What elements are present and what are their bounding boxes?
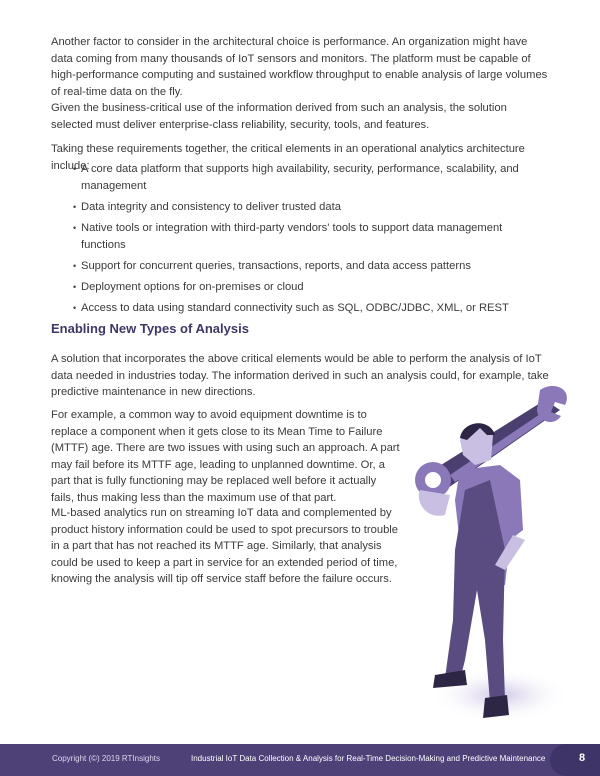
right-boot xyxy=(483,695,509,718)
paragraph-performance: Another factor to consider in the architectural choice is performance. An organization might have data coming from many thousands of IoT sensors and monitors. The platform must be capable of high-performance computing and sustained workflow throughput to enable analysis of large volumes of real-time data on the fly. xyxy=(51,36,548,98)
page-number-badge xyxy=(550,744,600,776)
section-heading: Enabling New Types of Analysis xyxy=(51,321,249,336)
paragraph-requirements: Taking these requirements together, the critical elements in an operational analytics architecture include: xyxy=(51,143,525,172)
list-item: • Native tools or integration with third-party vendors' tools to support data management functions xyxy=(73,220,543,253)
mechanic-with-wrench-illustration xyxy=(405,380,575,725)
paragraph-mttf-example: For example, a common way to avoid equipment downtime is to replace a component when it gets close to its Mean Time to Failure (MTTF) age. There are two issues with using such an approach. A part may fail before its MTTF age, leading to unplanned downtime. Or, a part that is fully functioning may be replaced well before it actually fails, thus making less than the maximum use of that part. xyxy=(51,409,400,504)
critical-elements-list xyxy=(73,161,543,322)
list-item: • A core data platform that supports high availability, security, performance, scalability, and management xyxy=(73,161,543,194)
list-item: • Data integrity and consistency to deliver trusted data xyxy=(73,199,543,216)
left-boot xyxy=(433,670,467,688)
page-number: 8 xyxy=(579,752,586,764)
paragraph-solution: A solution that incorporates the above critical elements would be able to perform the analysis of IoT data needed in industries today. The information derived in such an analysis could, for example, take predictive maintenance in new directions. xyxy=(51,353,549,398)
list-item: • Support for concurrent queries, transactions, reports, and data access patterns xyxy=(73,258,543,275)
left-hand xyxy=(419,490,450,516)
paragraph-business-critical: Given the business-critical use of the information derived from such an analysis, the solution selected must deliver enterprise-class reliability, security, tools, and features. xyxy=(51,102,507,131)
footer-document-title: Industrial IoT Data Collection & Analysis for Real-Time Decision-Making and Predictive Maintenance xyxy=(191,754,546,763)
footer-copyright: Copyright (©) 2019 RTInsights xyxy=(52,754,161,763)
overalls xyxy=(445,480,505,702)
page-footer xyxy=(0,744,600,776)
paragraph-ml-analytics: ML-based analytics run on streaming IoT data and complemented by product history information could be used to spot precursors to trouble in a part that has not reached its MTTF age. Similarly, that analysis could be used to keep a part in service for an extended period of time, knowing the analysis will tip off service staff before the failure occurs. xyxy=(51,507,398,585)
list-item: • Deployment options for on-premises or cloud xyxy=(73,279,543,296)
list-item: • Access to data using standard connectivity such as SQL, ODBC/JDBC, XML, or REST xyxy=(73,300,543,317)
